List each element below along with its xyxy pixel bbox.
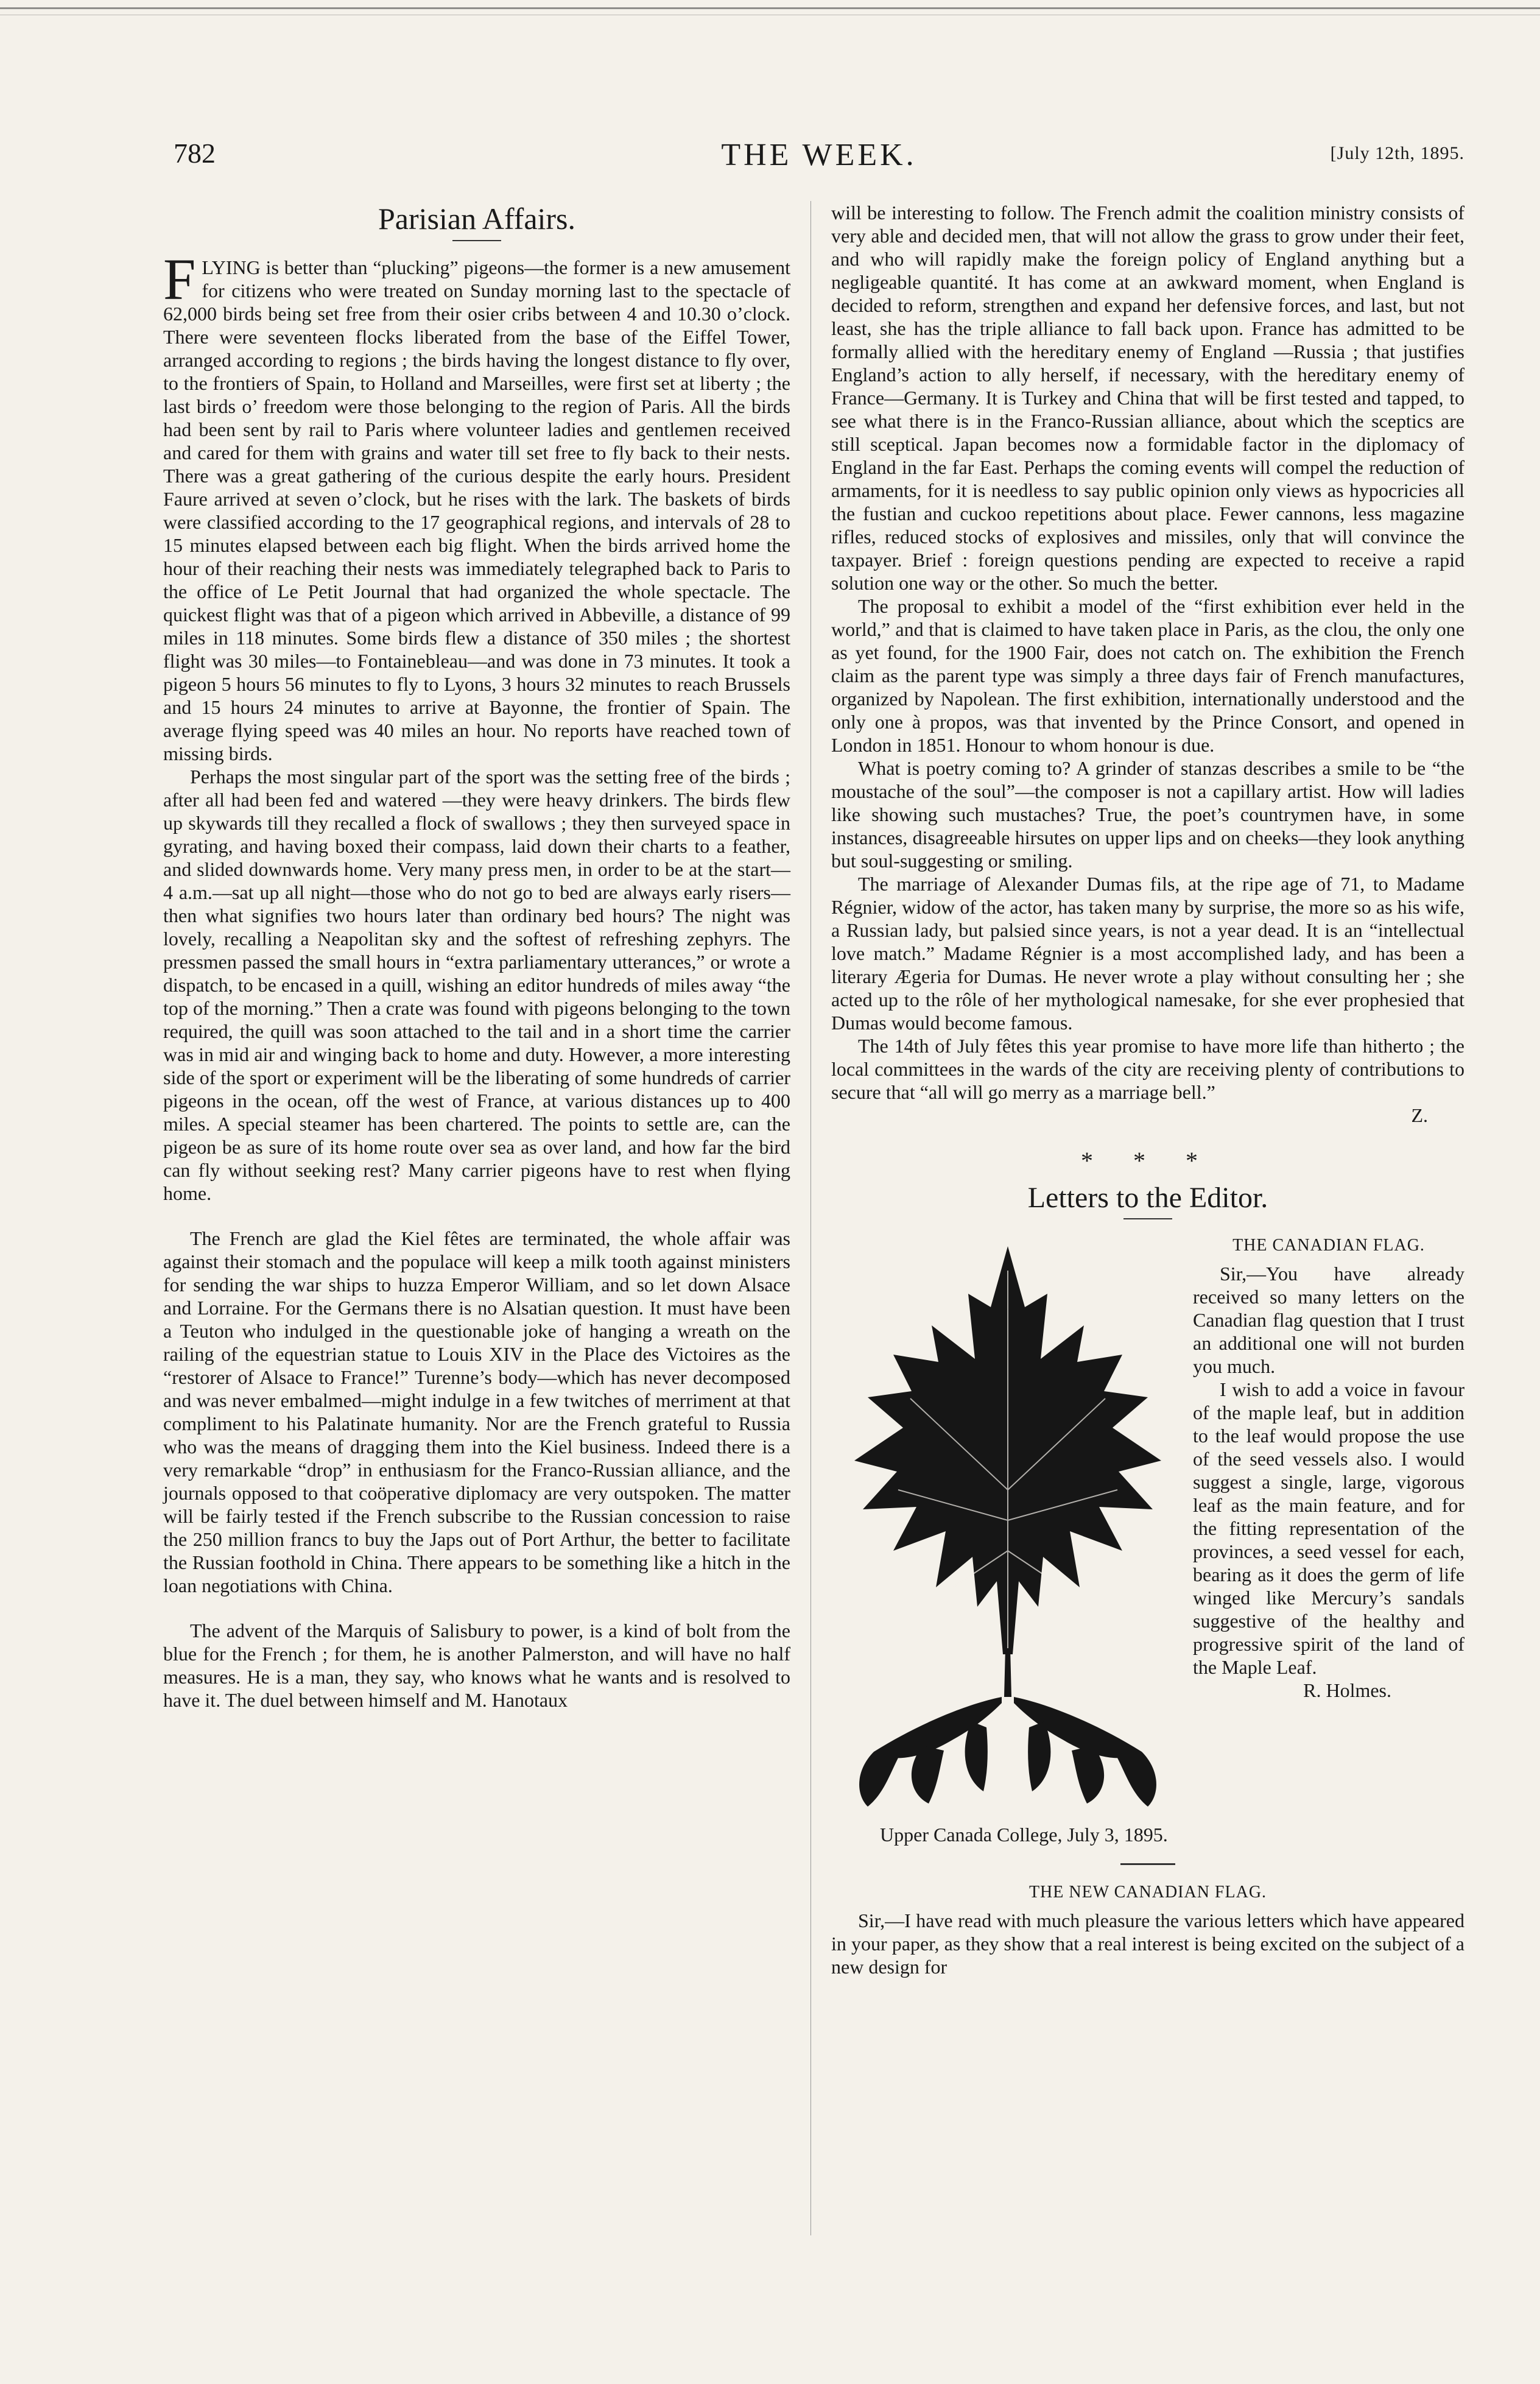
article-body-right: [831, 201, 1464, 1127]
paragraph-2: Perhaps the most singular part of the sport was the setting free of the birds ; after all had been fed and watered —they were heavy drinkers. The birds flew up skywards till they recalled a flock of swallows ; they then surveyed space in gyrating, and having boxed their compass, laid down their charts to a feather, and slided downwards home. Very many press men, in order to be at the start—4 a.m.—sat up all night—those who do not go to bed are always early risers—then what signifies two hours later than ordinary bed hours? The night was lovely, recalling a Neapolitan sky and the softest of refreshing zephyrs. The pressmen passed the small hours in “extra parliamentary utterances,” or wrote a dispatch, to be encased in a quill, wishing an editor hundreds of miles away “the top of the morning.” Then a crate was found with pigeons belonging to the town required, the quill was soon attached to the tail and in a short time the carrier was in mid air and winging back to home and duty. However, a more interesting side of the sport or experiment will be the liberating of some hundreds of carrier pigeons in the ocean, off the west of France, at various distances up to 400 miles. A special steamer has been chartered. The points to settle are, can the pigeon be as sure of its home route over sea as over land, and how far the bird can fly without seeking rest? Many carrier pigeons have to rest when flying home.: [163, 766, 790, 1204]
paragraph-1-text: LYING is better than “plucking” pigeons—the former is a new amusement for citizens who were treated on Sunday morning last to the spectacle of 62,000 birds being set free from their osier cribs between 4 and 10.30 o’clock. There were seventeen flocks liberated from the base of the Eiffel Tower, arranged according to regions ; the birds having the longest distance to fly over, to the frontiers of Spain, to Holland and Marseilles, were first set at liberty ; the last birds o’ freedom were those belonging to the region of Paris. All the birds had been sent by rail to Paris where volunteer ladies and gentlemen received and cared for them with grains and water till set free to fly back to their nests. There was a great gathering of the curious despite the early hours. President Faure arrived at seven o’clock, but he rises with the lark. The baskets of birds were classified according to the 17 geographical regions, and intervals of 28 to 15 minutes elapsed between each big flight. When the birds arrived home the hour of their reaching their nests was immediately telegraphed back to Paris to the office of Le Petit Journal that had organized the whole spectacle. The quickest flight was that of a pigeon which arrived in Abbeville, a distance of 99 miles in 118 minutes. Some birds flew a distance of 350 miles ; the shortest flight was 30 miles—to Fontainebleau—and was done in 73 minutes. It took a pigeon 5 hours 56 minutes to fly to Lyons, 3 hours 32 minutes to reach Brussels and 15 hours 24 minutes to arrive at Bayonne, the frontier of Spain. The average flying speed was 40 miles an hour. No reports have reached town of missing birds.: [163, 256, 790, 764]
letter-2-heading: THE NEW CANADIAN FLAG.: [1028, 1883, 1267, 1902]
right-column: [831, 201, 1464, 1978]
letters-title-rule: [1123, 1218, 1172, 1219]
letter-1: [831, 1234, 1464, 1978]
paragraph-5: will be interesting to follow. The French admit the coalition ministry consists of very able and decided men, that will not allow the grass to grow under their feet, and who will rapidly make the foreign policy of England anything but a negligeable quantité. It has come at an awkward moment, when England is decided to reform, strengthen and expand her defensive forces, and last, but not least, she has the triple alliance to fall back upon. France has admitted to be formally allied with the hereditary enemy of England —Russia ; that justifies England’s action to ally herself, if necessary, with the hereditary enemy of France—Germany. It is Turkey and China that will be first tested and tapped, to see what there is in the Franco-Russian alliance, about which the sceptics are still sceptical. Japan becomes now a formidable factor in the diplomacy of England in the far East. Perhaps the coming events will compel the reduction of armaments, for it is needless to say public opinion only views as hypocricies all the fustian and cuckoo repetitions about place. Fewer cannons, less magazine rifles, reduced stocks of explosives and missiles, only that will convince the taxpayer. Brief : foreign questions pending are expected to receive a rapid solution one way or the other. So much the better.: [831, 202, 1464, 594]
column-divider: [810, 201, 811, 2235]
article-signature: Z.: [1411, 1104, 1428, 1126]
letter-1-dateline: Upper Canada College, July 3, 1895.: [880, 1824, 1168, 1846]
article-body-left: [163, 247, 790, 1712]
letter-separator-rule: [1120, 1863, 1175, 1865]
issue-date: [July 12th, 1895.: [1330, 143, 1464, 163]
paragraph-7: What is poetry coming to? A grinder of stanzas describes a smile to be “the moustache of the soul”—the composer is not a capillary artist. How will ladies like showing such mustaches? True, the poet’s countrymen have, in some instances, disagreeable hirsutes on upper lips and on cheeks—they look anything but soul-suggesting or smiling.: [831, 757, 1464, 872]
paragraph-6: The proposal to exhibit a model of the “first exhibition ever held in the world,” and that is claimed to have taken place in Paris, as the clou, the only one as yet found, for the 1900 Fair, does not catch on. The exhibition the French claim as the parent type was simply a three days fair of French manufactures, organized by Napolean. The first exhibition, internationally understood and the only one à propos, was that invented by the Prince Consort, and opened in London in 1851. Honour to whom honour is due.: [831, 595, 1464, 756]
paragraph-9: The 14th of July fêtes this year promise to have more life than hitherto ; the local committees in the wards of the city are receiving plenty of contributions to secure that “all will go merry as a marriage bell.”: [831, 1035, 1464, 1103]
letter-1-paragraph-1: Sir,—You have already received so many letters on the Canadian flag question that I trust an additional one will not burden you much.: [1193, 1263, 1464, 1377]
left-column: [163, 201, 790, 1712]
maple-leaf-with-seed-vessels-icon: [831, 1234, 1184, 1816]
article-title: Parisian Affairs.: [378, 202, 576, 236]
letter-1-heading: THE CANADIAN FLAG.: [1232, 1236, 1425, 1255]
top-edge-rule: [0, 7, 1540, 9]
title-rule: [452, 240, 501, 241]
letter-2-paragraph-1: Sir,—I have read with much pleasure the various letters which have appeared in your paper, as they show that a real interest is being excited on the subject of a new design for: [831, 1910, 1464, 1978]
letters-title: Letters to the Editor.: [1027, 1182, 1268, 1214]
section-separator: * * *: [1081, 1147, 1215, 1174]
drop-cap: F: [163, 247, 196, 312]
paragraph-8: The marriage of Alexander Dumas fils, at the ripe age of 71, to Madame Régnier, widow of the actor, has taken many by surprise, the more so as his wife, a Russian lady, but palsied since years, is not a year dead. It is an “intellectual love match.” Madame Régnier is a most accomplished lady, and has been a literary Ægeria for Dumas. He never wrote a play without consulting her ; she acted up to the rôle of her mythological namesake, for she ever prophesied that Dumas would become famous.: [831, 873, 1464, 1034]
page-number: 782: [174, 138, 216, 169]
masthead: THE WEEK.: [721, 138, 917, 172]
paragraph-1: [163, 247, 790, 765]
page-header: [174, 137, 1464, 180]
letter-1-paragraph-2: I wish to add a voice in favour of the maple leaf, but in addition to the leaf would propose the use of the seed vessels also. I would suggest a single, large, vigorous leaf as the main feature, and for the fitting representation of the provinces, a seed vessel for each, bearing as it does the germ of life winged like Mercury’s sandals suggestive of the healthy and progressive spirit of the land of the Maple Leaf.: [1193, 1378, 1464, 1678]
letter-1-signature: R. Holmes.: [1303, 1679, 1391, 1701]
paragraph-3: The French are glad the Kiel fêtes are terminated, the whole affair was against their stomach and the populace will keep a milk tooth against ministers for sending the war ships to huzza Emperor William, and so let down Alsace and Lorraine. For the Germans there is no Alsatian question. It must have been a Teuton who indulged in the questionable joke of hanging a wreath on the railing of the equestrian statue to Louis XIV in the Place des Victoires as the “restorer of Alsace to France!” Turenne’s body—which has never decomposed and was never embalmed—might indulge in a few twitches of merriment at that compliment to his Palatinate humanity. Nor are the French grateful to Russia who was the means of dragging them into the Kiel business. Indeed there is a very remarkable “drop” in enthusiasm for the Franco-Russian alliance, and the journals opposed to that coöperative diplomacy are very outspoken. The matter will be fairly tested if the French subscribe to the Russian concession to raise the 250 million francs to buy the Japs out of Port Arthur, the better to facilitate the Russian foothold in China. There appears to be something like a hitch in the loan negotiations with China.: [163, 1227, 790, 1596]
paragraph-4: The advent of the Marquis of Salisbury to power, is a kind of bolt from the blue for the French ; for them, he is another Palmerston, and will have no half measures. He is a man, they say, who knows what he wants and is resolved to have it. The duel between himself and M. Hanotaux: [163, 1620, 790, 1711]
